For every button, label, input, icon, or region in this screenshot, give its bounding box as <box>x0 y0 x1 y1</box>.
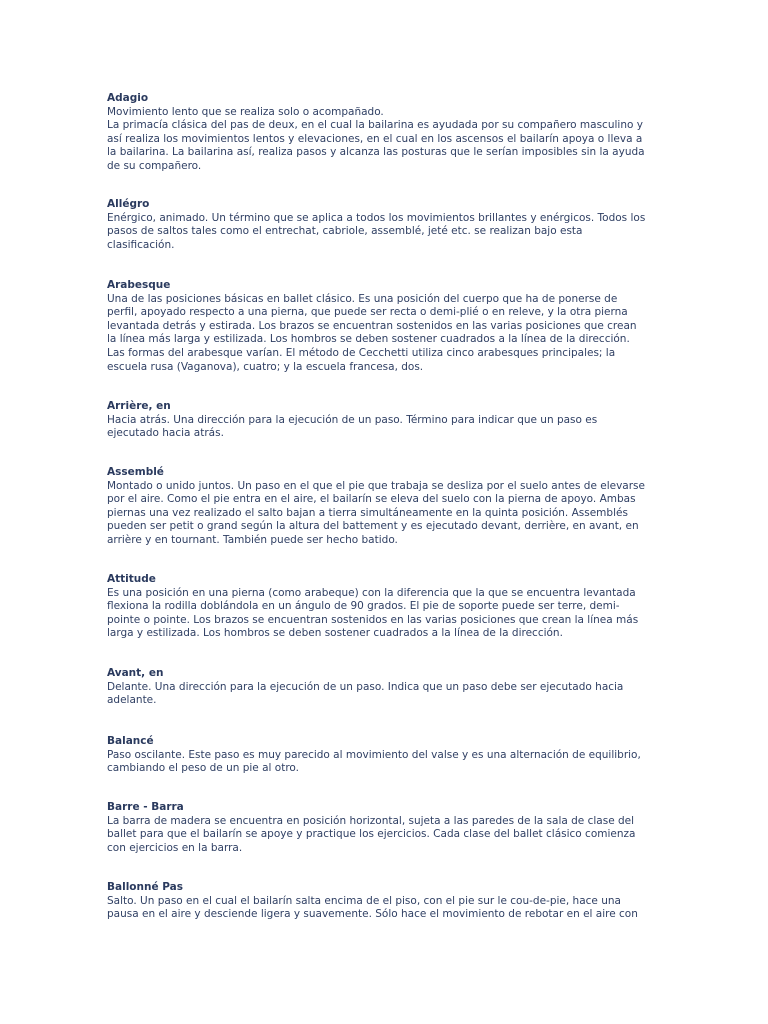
term-heading: Avant, en <box>107 667 164 679</box>
term-heading: Barre - Barra <box>107 801 184 813</box>
term-definition: Salto. Un paso en el cual el bailarín salta encima de el piso, con el pie sur le cou-de-pie, hace una pausa en el aire y desciende ligera y suavemente. Sólo hace el movimiento de rebotar en el aire con <box>107 894 638 921</box>
term-heading: Assemblé <box>107 466 164 478</box>
term-heading: Adagio <box>107 92 149 104</box>
term-heading: Arrière, en <box>107 400 171 412</box>
entry-attitude <box>107 573 647 641</box>
entry-arriere <box>107 400 647 441</box>
term-heading: Allégro <box>107 198 150 210</box>
entry-arabesque <box>107 279 647 374</box>
entry-ballonne <box>107 881 647 922</box>
term-definition: Es una posición en una pierna (como arabeque) con la diferencia que la que se encuentra levantada flexiona la rodilla doblándola en un ángulo de 90 grados. El pie de soporte puede ser terre, demi-pointe o pointe. Los brazos se encuentran sostenidos en las varias posiciones que crean la línea más larga y estilizada. Los hombros se deben sostener cuadrados a la línea de la dirección. <box>107 586 639 640</box>
term-definition: La barra de madera se encuentra en posición horizontal, sujeta a las paredes de la sala de clase del ballet para que el bailarín se apoye y practique los ejercicios. Cada clase del ballet clásico comienza con ejercicios en la barra. <box>107 814 636 854</box>
term-definition: Hacia atrás. Una dirección para la ejecución de un paso. Término para indicar que un paso es ejecutado hacia atrás. <box>107 413 598 440</box>
term-definition: Montado o unido juntos. Un paso en el que el pie que trabaja se desliza por el suelo antes de elevarse por el aire. Como el pie entra en el aire, el bailarín se eleva del suelo con la pierna de apoyo. Ambas piernas una vez realizado el salto bajan a tierra simultáneamente en la quinta posición. Assemblés pueden ser petit o grand según la altura del battement y es ejecutado devant, derrière, en avant, en arrière y en tournant. También puede ser hecho batido. <box>107 479 645 546</box>
term-definition: Delante. Una dirección para la ejecución de un paso. Indica que un paso debe ser ejecutado hacia adelante. <box>107 680 624 707</box>
entry-allegro <box>107 198 647 252</box>
term-definition: Paso oscilante. Este paso es muy parecido al movimiento del valse y es una alternación de equilibrio, cambiando el peso de un pie al otro. <box>107 748 641 775</box>
entry-adagio <box>107 92 647 174</box>
term-heading: Ballonné Pas <box>107 881 183 893</box>
term-heading: Attitude <box>107 573 156 585</box>
entry-avant <box>107 667 647 708</box>
term-definition: Enérgico, animado. Un término que se aplica a todos los movimientos brillantes y enérgicos. Todos los pasos de saltos tales como el entrechat, cabriole, assemblé, jeté etc. se realizan bajo esta clasificación. <box>107 211 646 251</box>
entry-assemble <box>107 466 647 548</box>
term-definition: Movimiento lento que se realiza solo o acompañado. La primacía clásica del pas de deux, en el cual la bailarina es ayudada por su compañero masculino y así realiza los movimientos lentos y elevaciones, en el cual en los ascensos el bailarín apoya o lleva a la bailarina. La bailarina así, realiza pasos y alcanza las posturas que le serían imposibles sin la ayuda de su compañero. <box>107 105 645 172</box>
entry-barre <box>107 801 647 855</box>
term-definition: Una de las posiciones básicas en ballet clásico. Es una posición del cuerpo que ha de ponerse de perfil, apoyado respecto a una pierna, que puede ser recta o demi-plié o en releve, y la otra pierna levantada detrás y estirada. Los brazos se encuentran sostenidos en las varias posiciones que crean la línea más larga y estilizada. Los hombros se deben sostener cuadrados a la línea de la dirección. Las formas del arabesque varían. El método de Cecchetti utiliza cinco arabesques principales; la escuela rusa (Vaganova), cuatro; y la escuela francesa, dos. <box>107 292 637 373</box>
entry-balance <box>107 735 647 776</box>
term-heading: Arabesque <box>107 279 171 291</box>
term-heading: Balancé <box>107 735 154 747</box>
